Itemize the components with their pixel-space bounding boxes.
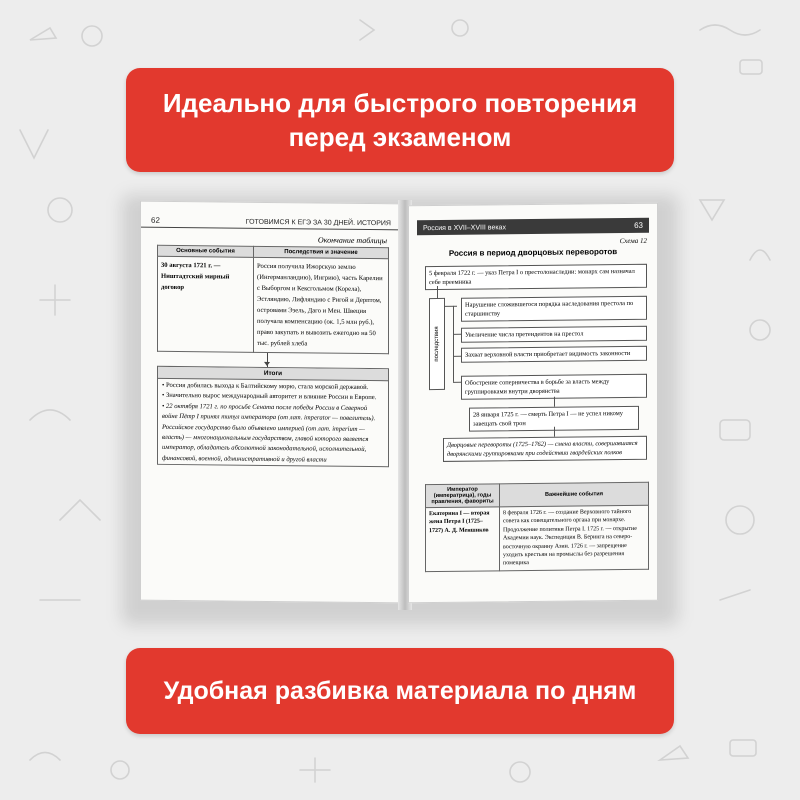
connector-line — [445, 306, 457, 307]
events-table — [157, 245, 389, 354]
rulers-table — [425, 482, 649, 572]
ruler-events-cell: 8 февраля 1726 г. — создание Верховного тайного совета как совещательного органа при монархе. Продолжение политики Петра I. 1725 г. — открытие Академии наук. Экспедиция В. Беринга на северо-восточную окраину Азии. 1726 г. — запрещение уходить крестьян на промыслы без разрешения помещика — [500, 505, 649, 570]
right-page-number: 63 — [634, 220, 643, 230]
top-banner-line1: Идеально для быстрого повторения — [162, 88, 638, 118]
bottom-promo-banner — [126, 648, 674, 734]
connector-line — [453, 306, 454, 382]
left-page-number: 62 — [151, 215, 160, 225]
results-item: • Значительно вырос международный авторитет и влияние России в Европе. — [162, 392, 377, 402]
left-head-title: ГОТОВИМСЯ К ЕГЭ ЗА 30 ДНЕЙ. ИСТОРИЯ — [245, 218, 391, 228]
consequences-side-box — [429, 298, 445, 390]
left-page — [140, 201, 402, 604]
coups-box: Дворцовые перевороты (1725–1762) — смена власти, совершавшаяся дворянскими группировками при содействии гвардейских полков — [443, 436, 647, 462]
consequence-box: Нарушение сложившегося порядка наследования престола по старшинству — [461, 296, 647, 322]
connector-line — [437, 286, 438, 298]
consequence-box: Захват верховной власти приобретает видимость законности — [461, 346, 647, 363]
table-continuation-label: Окончание таблицы — [317, 235, 387, 246]
ruler-cell: Екатерина I — вторая жена Петра I (1725–1727) А. Д. Меншиков — [426, 507, 500, 572]
right-head-title: Россия в XVII–XVIII веках — [423, 224, 506, 233]
event-cell: 30 августа 1721 г. — Ништадтский мирный договор — [158, 256, 254, 352]
consequence-box: Увеличение числа претендентов на престол — [461, 326, 647, 343]
schema-label: Схема 12 — [619, 236, 647, 246]
consequence-cell: Россия получила Ижорскую землю (Ингерманландию), Ингрию), часть Карелии с Выборгом и Кексгольмом (Корела), Эстляндию, Лифляндию с Ригой и Дерптом, островами Эзель, Даго и Мен. Швеция получала компенсацию (ок. 1,5 млн руб.), право закупать и вывозить ежегодно на 50 тыс. рублей хлеба — [254, 257, 389, 353]
connector-line — [453, 356, 461, 357]
right-page — [408, 203, 658, 604]
top-banner-line2: перед экзаменом — [288, 122, 512, 152]
table-row — [158, 256, 389, 353]
consequences-label: последствия — [434, 326, 440, 362]
results-item: • Россия добилась выхода к Балтийскому морю, стала морской державой. — [162, 381, 369, 392]
connector-line — [453, 334, 461, 335]
decree-box: 5 февраля 1722 г. — указ Петра I о престолонаследии: монарх сам назначал себе преемника — [425, 264, 647, 290]
ruler-col-header: Император (императрица), годы правления, фавориты — [426, 484, 500, 508]
connector-line — [554, 427, 555, 437]
connector-line — [554, 397, 555, 407]
death-box: 28 января 1725 г. — смерть Петра I — не успел никому завещать свой трон — [469, 406, 639, 432]
connector-line — [453, 382, 461, 383]
results-title: Итоги — [158, 367, 388, 381]
results-box — [157, 366, 389, 468]
top-promo-banner — [126, 68, 674, 172]
left-running-head — [141, 202, 401, 231]
table-row — [426, 505, 649, 571]
down-arrow-icon — [267, 353, 268, 367]
events-col-header: Основные события — [158, 245, 254, 257]
events-col-header: Важнейшие события — [500, 482, 649, 507]
bottom-banner-text: Удобная разбивка материала по дням — [163, 677, 637, 705]
consequence-box: Обострение соперничества в борьбе за власть между группировками внутри дворянства — [461, 374, 647, 400]
consequences-col-header: Последствия и значение — [254, 246, 389, 258]
results-item: • 22 октября 1721 г. по просьбе Сената после победы России в Северной войне Пётр I принял титул императора (от лат. imperator — повелитель). Российское государство было объявлено империей (от лат. imperium — власть) — многонациональным государством, главой которого является император, обладатель абсолютной законодательной, исполнительной, финансовой, военной, административной и другой власти — [162, 402, 376, 464]
schema-title: Россия в период дворцовых переворотов — [448, 247, 618, 258]
